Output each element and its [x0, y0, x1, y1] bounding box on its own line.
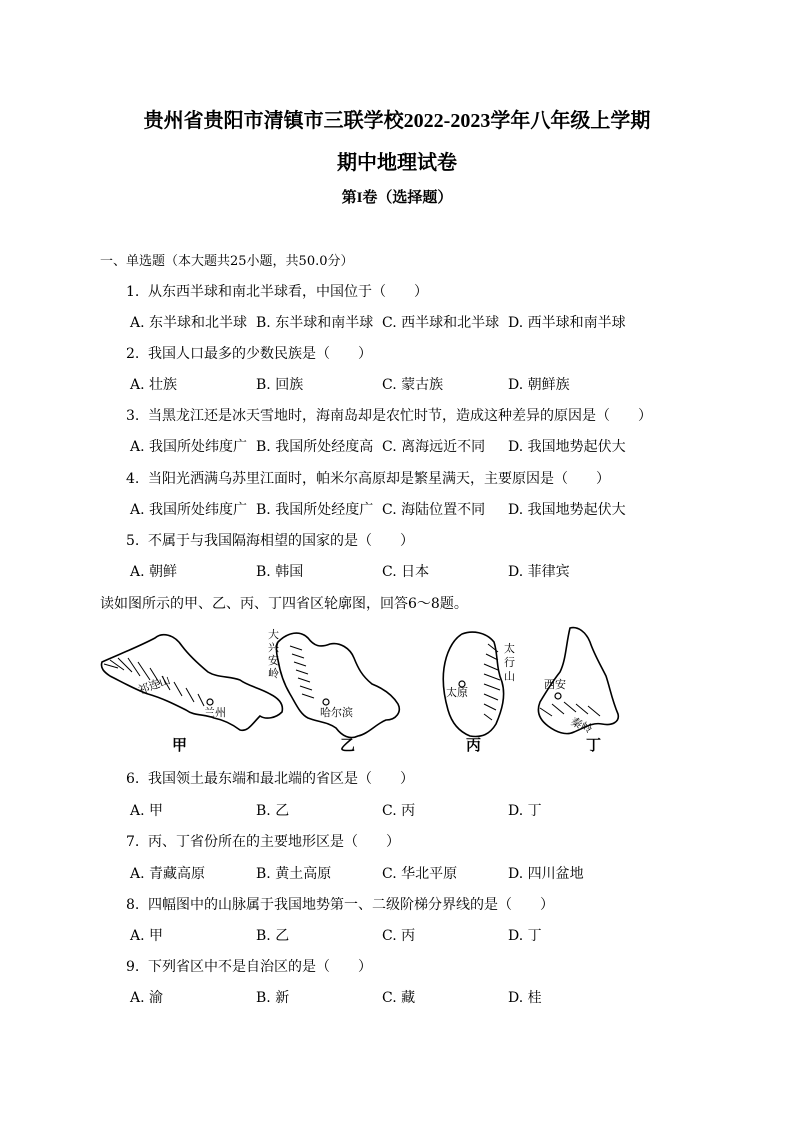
- option-5b[interactable]: B. 韩国: [256, 564, 304, 580]
- option-9d[interactable]: D. 桂: [508, 990, 542, 1006]
- city-lanzhou-dot: [207, 699, 213, 705]
- option-4c[interactable]: C. 海陆位置不同: [382, 502, 486, 518]
- label-qinling: 秦岭: [568, 714, 595, 737]
- option-5c[interactable]: C. 日本: [382, 564, 430, 580]
- option-5d[interactable]: D. 菲律宾: [508, 564, 570, 580]
- outline-jia: [101, 635, 282, 731]
- option-6d[interactable]: D. 丁: [508, 803, 542, 819]
- label-harbin: 哈尔滨: [320, 706, 353, 719]
- option-1b[interactable]: B. 东半球和南半球: [256, 315, 374, 331]
- option-6c[interactable]: C. 丙: [382, 803, 416, 819]
- question-2: 2. 我国人口最多的少数民族是（ ）: [126, 346, 372, 362]
- option-4a[interactable]: A. 我国所处纬度广: [130, 502, 248, 518]
- question-8: 8. 四幅图中的山脉属于我国地势第一、二级阶梯分界线的是（ ）: [126, 897, 554, 913]
- svg-text:安: 安: [268, 654, 279, 667]
- option-6a[interactable]: A. 甲: [130, 803, 164, 819]
- svg-text:行: 行: [504, 656, 515, 669]
- svg-text:兴: 兴: [268, 641, 279, 654]
- outline-yi: [277, 633, 400, 738]
- label-bing: 丙: [466, 736, 482, 754]
- label-taiyuan: 太原: [446, 686, 468, 699]
- exam-title-line1: 贵州省贵阳市清镇市三联学校2022-2023学年八年级上学期: [143, 110, 651, 132]
- question-7: 7. 丙、丁省份所在的主要地形区是（ ）: [126, 834, 400, 850]
- province-map-svg: [100, 624, 622, 754]
- question-6: 6. 我国领土最东端和最北端的省区是（ ）: [126, 771, 414, 787]
- option-9c[interactable]: C. 藏: [382, 990, 416, 1006]
- label-jia: 甲: [172, 736, 188, 754]
- option-2d[interactable]: D. 朝鲜族: [508, 377, 570, 393]
- mountain-qinling: [540, 702, 600, 716]
- city-xian-dot: [555, 693, 561, 699]
- label-taihang-vertical: [504, 641, 515, 683]
- option-9b[interactable]: B. 新: [256, 990, 290, 1006]
- question-3: 3. 当黑龙江还是冰天雪地时，海南岛却是农忙时节，造成这种差异的原因是（ ）: [126, 408, 652, 424]
- province-outline-map: [100, 624, 622, 754]
- option-8c[interactable]: C. 丙: [382, 928, 416, 944]
- volume-label: 第I卷（选择题）: [341, 190, 453, 206]
- option-7d[interactable]: D. 四川盆地: [508, 866, 584, 882]
- question-1: 1. 从东西半球和南北半球看，中国位于（ ）: [126, 284, 428, 300]
- option-4d[interactable]: D. 我国地势起伏大: [508, 502, 626, 518]
- option-3a[interactable]: A. 我国所处纬度广: [130, 439, 248, 455]
- option-8a[interactable]: A. 甲: [130, 928, 164, 944]
- label-daxinganling-vertical: [268, 627, 280, 680]
- option-1c[interactable]: C. 西半球和北半球: [382, 315, 500, 331]
- label-qilian: 祁连山: [136, 673, 173, 697]
- label-yi: 乙: [340, 736, 356, 754]
- outline-bing: [443, 632, 503, 736]
- mountain-taihang: [484, 644, 500, 720]
- exam-title-line2: 期中地理试卷: [337, 152, 457, 174]
- option-3d[interactable]: D. 我国地势起伏大: [508, 439, 626, 455]
- svg-text:太: 太: [504, 642, 515, 655]
- option-2a[interactable]: A. 壮族: [130, 377, 178, 393]
- label-lanzhou: 兰州: [204, 706, 226, 719]
- city-harbin-dot: [323, 699, 329, 705]
- svg-text:山: 山: [504, 670, 515, 683]
- option-3c[interactable]: C. 离海远近不同: [382, 439, 486, 455]
- option-1a[interactable]: A. 东半球和北半球: [130, 315, 248, 331]
- option-2c[interactable]: C. 蒙古族: [382, 377, 444, 393]
- map-intro: 读如图所示的甲、乙、丙、丁四省区轮廓图，回答6～8题。: [100, 596, 468, 612]
- option-4b[interactable]: B. 我国所处经度广: [256, 502, 374, 518]
- option-8d[interactable]: D. 丁: [508, 928, 542, 944]
- option-9a[interactable]: A. 渝: [130, 990, 164, 1006]
- question-4: 4. 当阳光洒满乌苏里江面时，帕米尔高原却是繁星满天，主要原因是（ ）: [126, 471, 610, 487]
- option-8b[interactable]: B. 乙: [256, 928, 290, 944]
- mountain-daxinganling: [290, 646, 314, 698]
- option-1d[interactable]: D. 西半球和南半球: [508, 315, 626, 331]
- option-6b[interactable]: B. 乙: [256, 803, 290, 819]
- label-ding: 丁: [586, 736, 602, 754]
- option-5a[interactable]: A. 朝鲜: [130, 564, 178, 580]
- option-7a[interactable]: A. 青藏高原: [130, 866, 206, 882]
- section-heading: 一、单选题（本大题共25小题，共50.0分）: [100, 254, 354, 269]
- question-5: 5. 不属于与我国隔海相望的国家的是（ ）: [126, 533, 414, 549]
- svg-text:岭: 岭: [268, 667, 279, 680]
- label-xian: 西安: [544, 678, 566, 691]
- option-2b[interactable]: B. 回族: [256, 377, 304, 393]
- option-7c[interactable]: C. 华北平原: [382, 866, 458, 882]
- option-7b[interactable]: B. 黄土高原: [256, 866, 332, 882]
- svg-text:大: 大: [268, 628, 279, 641]
- question-9: 9. 下列省区中不是自治区的是（ ）: [126, 959, 372, 975]
- option-3b[interactable]: B. 我国所处经度高: [256, 439, 374, 455]
